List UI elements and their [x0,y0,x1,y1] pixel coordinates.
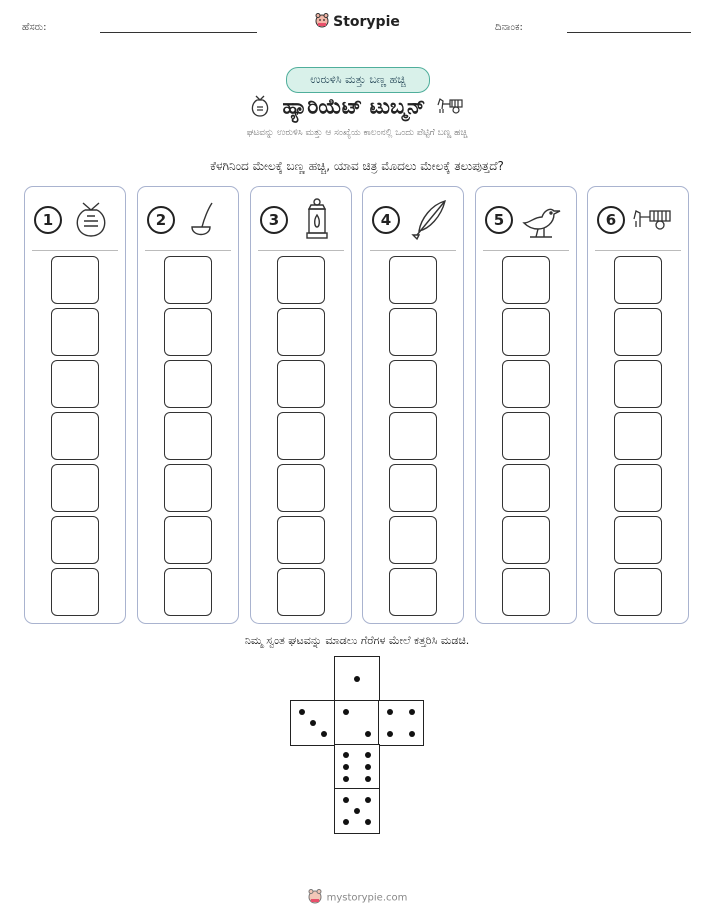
color-box[interactable] [502,256,550,304]
page-title: ಹ್ಯಾರಿಯೆಟ್ ಟುಬ್ಮನ್ [282,94,426,119]
die-pip [343,819,349,825]
storypie-logo-icon [307,888,323,907]
color-box[interactable] [389,256,437,304]
color-box[interactable] [614,308,662,356]
die-pip [365,731,371,737]
money-bag-icon [248,92,272,123]
column-number: 1 [34,206,62,234]
name-line[interactable] [100,32,257,33]
color-box[interactable] [277,308,325,356]
color-box[interactable] [51,464,99,512]
die-face-1 [334,656,380,702]
question-text: ಕೆಳಗಿನಿಂದ ಮೇಲಕ್ಕೆ ಬಣ್ಣ ಹಚ್ಚಿ, ಯಾವ ಚಿತ್ರ ಮೊದಲು ಮೇಲಕ್ಕೆ ತಲುಪುತ್ತದೆ? [210,159,504,173]
color-box[interactable] [277,412,325,460]
die-pip [354,808,360,814]
die-pip [343,797,349,803]
color-box[interactable] [614,464,662,512]
color-box[interactable] [51,360,99,408]
color-box[interactable] [389,464,437,512]
die-face-6 [334,744,380,790]
die-pip [365,764,371,770]
color-box[interactable] [502,464,550,512]
column-number: 3 [260,206,288,234]
column-1 [24,186,126,624]
color-box[interactable] [389,308,437,356]
color-box[interactable] [51,516,99,564]
date-label: ದಿನಾಂಕ: [495,22,523,33]
die-pip [365,776,371,782]
column-6 [587,186,689,624]
color-box[interactable] [277,360,325,408]
color-box[interactable] [502,308,550,356]
die-pip [409,731,415,737]
color-box[interactable] [164,516,212,564]
die-face-3 [290,700,336,746]
color-box[interactable] [389,412,437,460]
bird-icon [520,197,564,241]
color-box[interactable] [164,256,212,304]
die-pip [409,709,415,715]
color-box[interactable] [502,412,550,460]
brand-name: Storypie [333,14,400,30]
horse-cart-icon [436,95,466,120]
money-bag-icon [69,197,113,241]
footer-url[interactable]: mystorypie.com [326,892,408,904]
footer [0,888,714,907]
color-box[interactable] [614,516,662,564]
instructions-subtitle: ಘಟವನ್ನು ಉರುಳಿಸಿ ಮತ್ತು ಆ ಸಂಖ್ಯೆಯ ಕಾಲಂನಲ್ಲಿ ಒಂದು ಪೆಟ್ಟಿಗೆ ಬಣ್ಣ ಹಚ್ಚಿ [246,128,468,138]
color-box[interactable] [277,516,325,564]
color-box[interactable] [614,360,662,408]
column-number: 5 [485,206,513,234]
activity-pill: ಉರುಳಿಸಿ ಮತ್ತು ಬಣ್ಣ ಹಚ್ಚಿ [286,67,430,93]
color-box[interactable] [389,360,437,408]
die-pip [365,797,371,803]
column-5 [475,186,577,624]
color-box[interactable] [51,568,99,616]
color-box[interactable] [51,412,99,460]
die-pip [343,752,349,758]
column-number: 4 [372,206,400,234]
color-box[interactable] [389,568,437,616]
name-label: ಹೆಸರು: [22,22,47,33]
color-box[interactable] [164,360,212,408]
quill-pen-icon [407,197,451,241]
color-box[interactable] [614,412,662,460]
die-pip [365,819,371,825]
color-box[interactable] [164,412,212,460]
color-box[interactable] [502,516,550,564]
color-box[interactable] [389,516,437,564]
color-box[interactable] [164,308,212,356]
horse-cart-icon [632,197,676,241]
ladle-icon [182,197,226,241]
lantern-icon [295,197,339,241]
die-face-5 [334,788,380,834]
die-pip [343,764,349,770]
die-pip [365,752,371,758]
storypie-logo-icon [314,12,330,32]
color-box[interactable] [277,256,325,304]
color-box[interactable] [502,568,550,616]
brand-header [0,12,714,32]
cut-instruction: ನಿಮ್ಮ ಸ್ವಂತ ಘಟವನ್ನು ಮಾಡಲು ಗೆರೆಗಳ ಮೇಲೆ ಕತ್ತರಿಸಿ ಮಡಚಿ. [244,634,470,647]
color-box[interactable] [614,256,662,304]
die-pip [343,709,349,715]
column-number: 6 [597,206,625,234]
die-face-4 [378,700,424,746]
color-box[interactable] [51,308,99,356]
column-4 [362,186,464,624]
die-pip [354,676,360,682]
die-pip [299,709,305,715]
color-box[interactable] [502,360,550,408]
column-number: 2 [147,206,175,234]
column-2 [137,186,239,624]
die-pip [387,731,393,737]
column-3 [250,186,352,624]
date-line[interactable] [567,32,691,33]
color-box[interactable] [164,568,212,616]
color-box[interactable] [614,568,662,616]
die-pip [343,776,349,782]
color-box[interactable] [51,256,99,304]
color-box[interactable] [164,464,212,512]
die-pip [321,731,327,737]
die-pip [387,709,393,715]
die-pip [310,720,316,726]
color-box[interactable] [277,464,325,512]
title-row [0,92,714,123]
die-face-2 [334,700,380,746]
color-box[interactable] [277,568,325,616]
